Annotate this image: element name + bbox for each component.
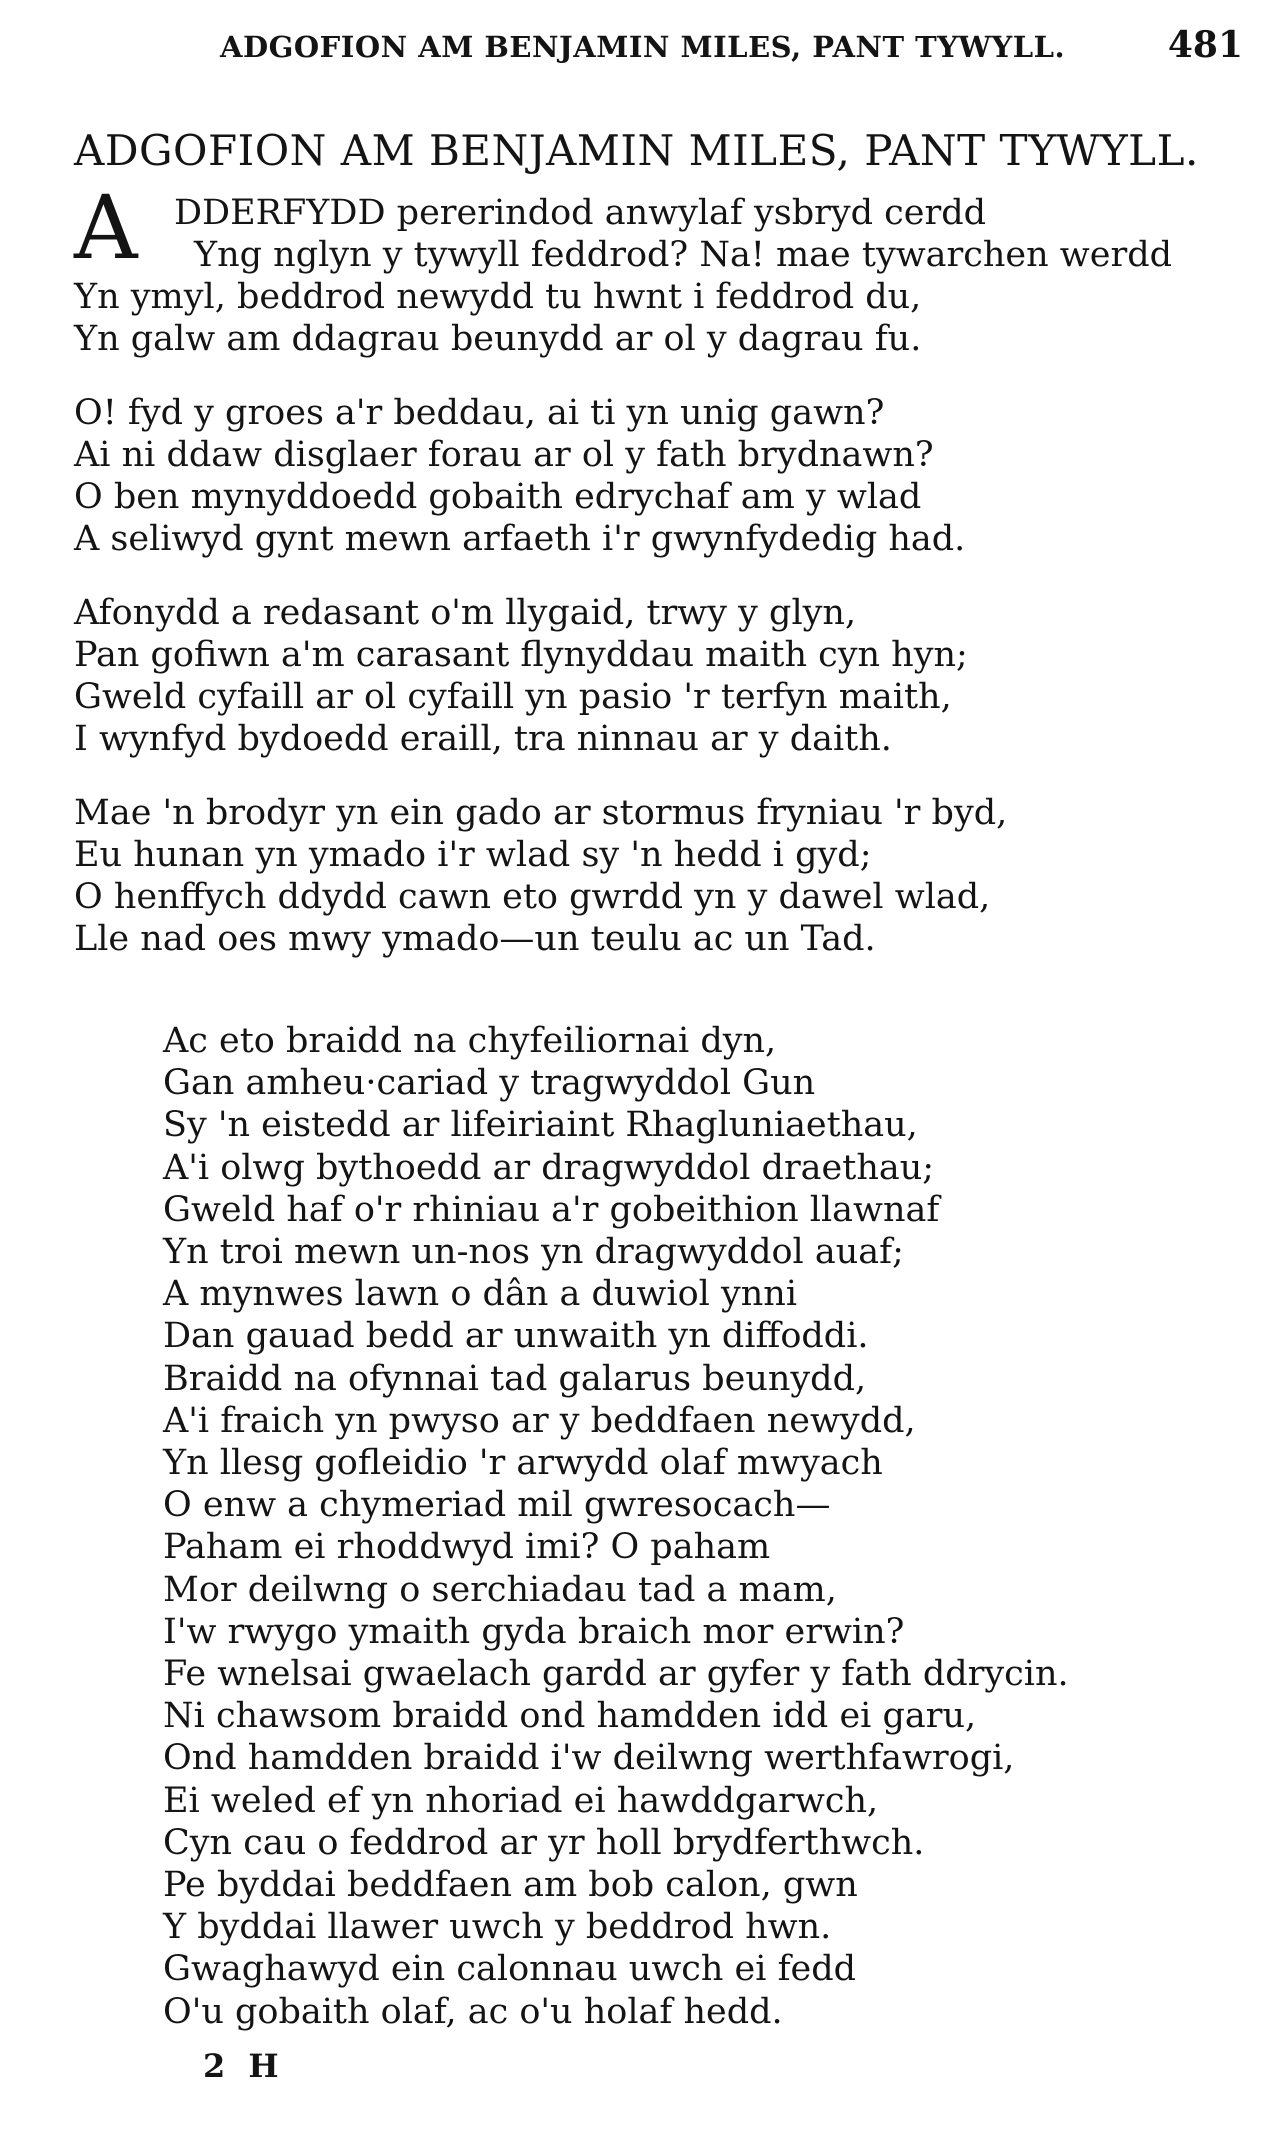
verse-line: Paham ei rhoddwyd imi? O paham <box>163 1527 771 1568</box>
poem-line: Yn ymyl, beddrod newydd tu hwnt i feddrod du, <box>74 277 922 317</box>
verse-line: Yn troi mewn un-nos yn dragwyddol auaf; <box>163 1232 904 1273</box>
verse-line: Ond hamdden braidd i'w deilwng werthfawrogi, <box>163 1738 1015 1779</box>
poem-line: Afonydd a redasant o'm llygaid, trwy y glyn, <box>74 593 857 633</box>
stanza <box>74 176 1254 360</box>
stanza <box>74 592 1254 760</box>
poem-line: Gweld cyfaill ar ol cyfaill yn pasio 'r terfyn maith, <box>74 677 952 717</box>
poem-line: Mae 'n brodyr yn ein gado ar stormus fryniau 'r byd, <box>74 793 1008 833</box>
poem-line: O! fyd y groes a'r beddau, ai ti yn unig gawn? <box>74 393 885 433</box>
verse-line: Ac eto braidd na chyfeiliornai dyn, <box>163 1021 777 1061</box>
verse-line: Yn llesg gofleidio 'r arwydd olaf mwyach <box>163 1443 883 1484</box>
poem-line: O ben mynyddoedd gobaith edrychaf am y wlad <box>74 477 922 517</box>
verse-line: Ei weled ef yn nhoriad ei hawddgarwch, <box>163 1780 879 1821</box>
poem-line: Pan gofiwn a'm carasant flynyddau maith cyn hyn; <box>74 635 968 675</box>
verse-line: Pe byddai beddfaen am bob calon, gwn <box>163 1865 858 1906</box>
verse-line: O'u gobaith olaf, ac o'u holaf hedd. <box>163 1991 783 2032</box>
verse-line: Braidd na ofynnai tad galarus beunydd, <box>163 1358 867 1399</box>
poem-line: Eu hunan yn ymado i'r wlad sy 'n hedd i gyd; <box>74 835 872 875</box>
poem-line: Yn galw am ddagrau beunydd ar ol y dagrau fu. <box>74 319 922 359</box>
verse-line: O enw a chymeriad mil gwresocach— <box>163 1485 831 1526</box>
signature-mark: 2 H <box>203 2047 285 2085</box>
verse-line: A'i fraich yn pwyso ar y beddfaen newydd, <box>163 1400 916 1441</box>
verse-line: I'w rwygo ymaith gyda braich mor erwin? <box>163 1611 905 1652</box>
poem-line: O henffych ddydd cawn eto gwrdd yn y dawel wlad, <box>74 877 991 917</box>
poem-line: Ai ni ddaw disglaer forau ar ol y fath brydnawn? <box>74 435 934 475</box>
verse-line: Mor deilwng o serchiadau tad a mam, <box>163 1569 837 1610</box>
verse-line: A mynwes lawn o dân a duwiol ynni <box>163 1274 798 1315</box>
page-number: 481 <box>1167 24 1243 66</box>
poem-line: Lle nad oes mwy ymado—un teulu ac un Tad. <box>74 919 876 959</box>
verse-line: Fe wnelsai gwaelach gardd ar gyfer y fath ddrycin. <box>163 1654 1069 1695</box>
poem-line: Yng nglyn y tywyll feddrod? Na! mae tywarchen werdd <box>194 235 1173 275</box>
verse-line: Gwaghawyd ein calonnau uwch ei fedd <box>163 1949 857 1990</box>
stanza <box>74 392 1254 560</box>
verse-line: A'i olwg bythoedd ar dragwyddol draethau; <box>163 1147 935 1188</box>
running-header: ADGOFION AM BENJAMIN MILES, PANT TYWYLL. <box>220 30 1066 64</box>
stanza <box>74 792 1254 960</box>
blank-verse-section <box>163 1020 1253 2033</box>
verse-line: Gan amheu·cariad y tragwyddol Gun <box>163 1063 816 1104</box>
poem-line: I wynfyd bydoedd eraill, tra ninnau ar y daith. <box>74 719 892 759</box>
verse-line: Gweld haf o'r rhiniau a'r gobeithion llawnaf <box>163 1189 940 1230</box>
poem-line: A seliwyd gynt mewn arfaeth i'r gwynfydedig had. <box>74 519 966 559</box>
verse-line: Y byddai llawer uwch y beddrod hwn. <box>163 1907 832 1948</box>
verse-line: Dan gauad bedd ar unwaith yn diffoddi. <box>163 1316 869 1357</box>
poem-line: DDERFYDD pererindod anwylaf ysbryd cerdd <box>174 193 987 233</box>
verse-line: Ni chawsom braidd ond hamdden idd ei garu, <box>163 1696 977 1737</box>
drop-cap: A <box>74 176 138 279</box>
poem-stanzas <box>74 176 1254 992</box>
verse-line: Sy 'n eistedd ar lifeiriaint Rhagluniaethau, <box>163 1105 918 1146</box>
verse-line: Cyn cau o feddrod ar yr holl brydferthwch. <box>163 1822 925 1863</box>
poem-title: ADGOFION AM BENJAMIN MILES, PANT TYWYLL. <box>74 126 1199 175</box>
